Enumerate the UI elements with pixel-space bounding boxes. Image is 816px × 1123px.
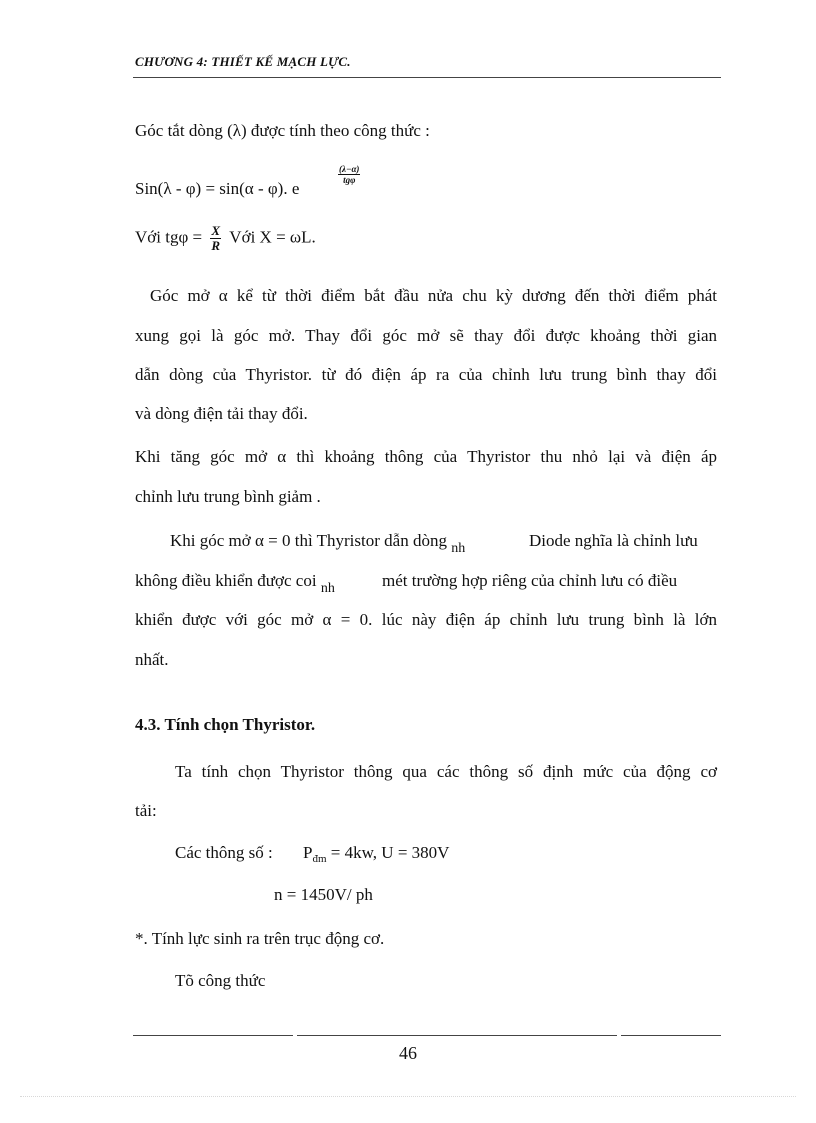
power-values: = 4kw, U = 380V — [326, 843, 450, 862]
paragraph-line: dẫn dòng của Thyristor. từ đó điện áp ra của chỉnh lưu trung bình thay đổi — [135, 365, 717, 384]
section-heading: 4.3. Tính chọn Thyristor. — [135, 715, 316, 734]
paragraph-line: khiển được với góc mở α = 0. lúc này điện áp chỉnh lưu trung bình là lớn — [135, 610, 717, 629]
subscript-nh: nh — [451, 541, 466, 556]
exponent-denominator: tgφ — [343, 175, 356, 185]
header-rule — [133, 77, 721, 78]
force-line: *. Tính lực sinh ra trên trục động cơ. — [135, 929, 385, 948]
paragraph-line — [135, 571, 335, 597]
paragraph-line: chỉnh lưu trung bình giảm . — [135, 487, 321, 506]
params-values — [303, 843, 449, 865]
power-symbol: P — [303, 843, 313, 862]
formula-tg-pre: Với tgφ = — [135, 227, 203, 247]
paragraph-line: Ta tính chọn Thyristor thông qua các thông số định mức của động cơ — [175, 762, 717, 781]
paragraph-line: nhất. — [135, 650, 169, 669]
formula-intro: Tõ công thức — [175, 971, 266, 990]
fraction-numerator: X — [211, 223, 221, 238]
page-number: 46 — [399, 1043, 417, 1063]
text-span: Khi góc mở α = 0 thì Thyristor dẫn dòng — [170, 531, 447, 550]
params-label: Các thông số : — [175, 843, 273, 862]
formula-sin-main: Sin(λ - φ) = sin(α - φ). e — [135, 179, 300, 198]
paragraph-line: xung gọi là góc mở. Thay đổi góc mở sẽ thay đổi được khoảng thời gian — [135, 326, 717, 345]
paragraph-line-tail: Diode nghĩa là chỉnh lưu — [529, 531, 698, 550]
page-edge-dotted — [20, 1096, 796, 1097]
fraction-denominator: R — [211, 238, 221, 253]
formula-tg — [135, 224, 316, 253]
speed-line: n = 1450V/ ph — [274, 885, 373, 904]
formula-sin — [135, 179, 299, 199]
text-span: không điều khiển được coi — [135, 571, 317, 590]
paragraph-line: và dòng điện tải thay đổi. — [135, 404, 308, 423]
power-subscript: đm — [312, 853, 327, 865]
formula-tg-post: Với X = ωL. — [229, 227, 316, 247]
footer-rule-right — [621, 1035, 721, 1036]
exponent-numerator: (λ−α) — [339, 164, 360, 174]
paragraph-line: Khi tăng góc mở α thì khoảng thông của Thyristor thu nhỏ lại và điện áp — [135, 447, 717, 466]
paragraph-line: tải: — [135, 801, 157, 820]
paragraph-line — [170, 531, 465, 557]
paragraph-line: Góc mở α kể từ thời điểm bắt đầu nửa chu kỳ dương đến thời điểm phát — [150, 286, 717, 305]
chapter-header: CHƯƠNG 4: THIẾT KẾ MẠCH LỰC. — [135, 54, 351, 69]
fraction-x-over-r — [210, 224, 221, 253]
footer-rule-middle — [297, 1035, 617, 1036]
text-line: Góc tắt dòng (λ) được tính theo công thức : — [135, 121, 430, 140]
subscript-nh: nh — [320, 581, 335, 596]
footer-rule-left — [133, 1035, 293, 1036]
paragraph-line-tail: mét trường hợp riêng của chỉnh lưu có điều — [382, 571, 678, 590]
formula-exponent — [338, 164, 360, 185]
